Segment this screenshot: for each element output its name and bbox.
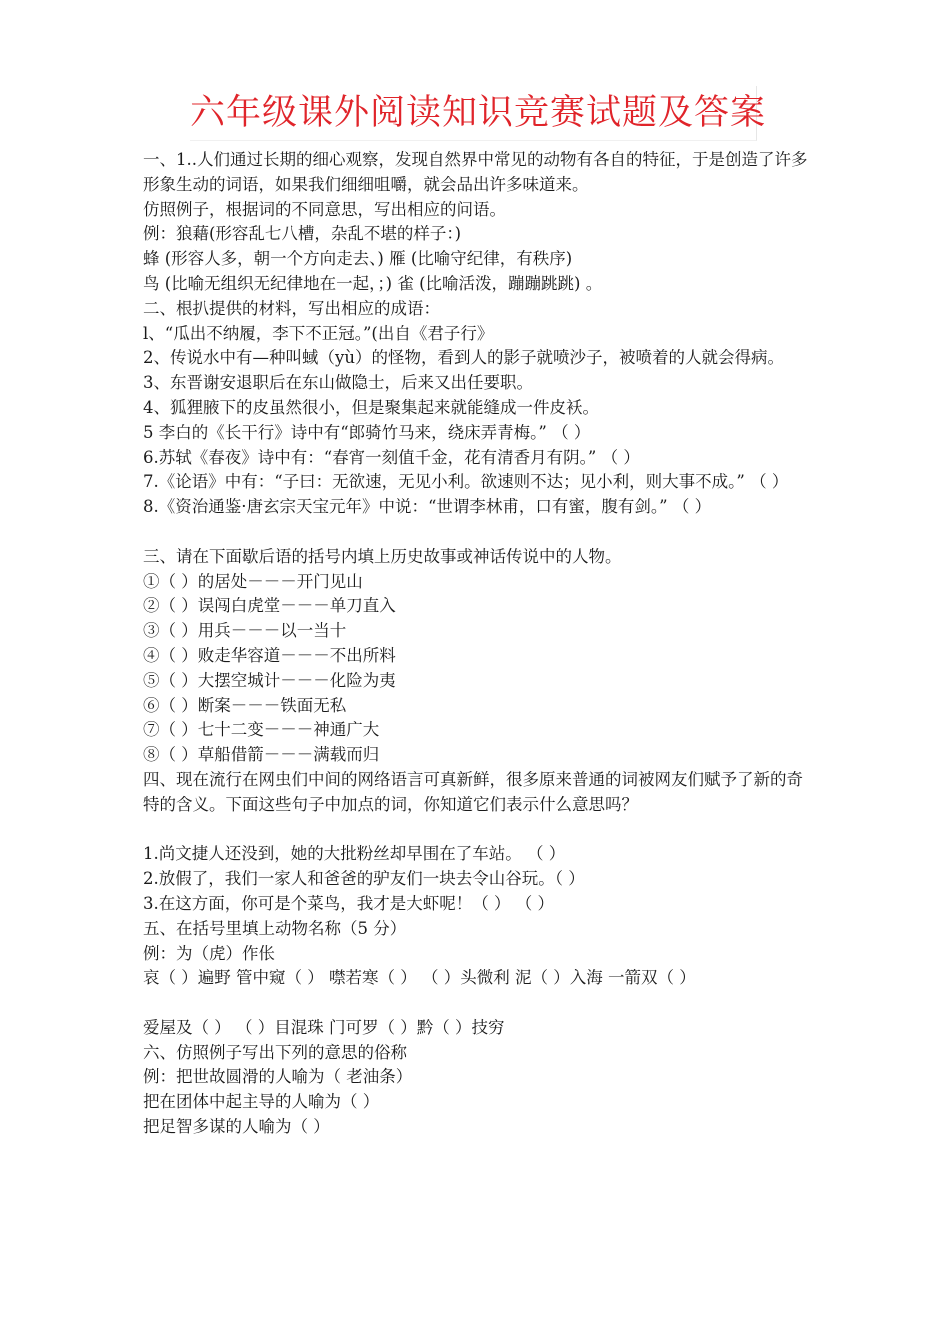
text-line: l、“瓜出不纳履，李下不正冠。”(出自《君子行》 (143, 323, 494, 343)
text-line: 4、狐狸腋下的皮虽然很小，但是聚集起来就能缝成一件皮袄。 (143, 397, 599, 417)
text-line: ⑦（ ）七十二变－－－神通广大 (143, 720, 380, 740)
page-title: 六年级课外阅读知识竞赛试题及答案 (190, 93, 767, 133)
text-line: ⑤（ ）大摆空城计－－－化险为夷 (143, 670, 396, 690)
text-line: 二、根扒提供的材料，写出相应的成语： (143, 298, 440, 318)
text-line: ④（ ）败走华容道－－－不出所料 (143, 645, 396, 665)
document-body (143, 148, 813, 1140)
text-line: 5 李白的《长干行》诗中有“郎骑竹马来，绕床弄青梅。” （ ） (143, 422, 591, 442)
blank-line (143, 818, 813, 843)
text-line: 爱屋及（ ） （ ）目混珠 门可罗（ ）黔（ ）技穷 (143, 1017, 505, 1037)
blank-line (143, 991, 813, 1016)
text-line: 把在团体中起主导的人喻为（ ） (143, 1092, 380, 1112)
text-line: 3、东晋谢安退职后在东山做隐士，后来又出任要职。 (143, 373, 533, 393)
text-line: 1.尚文捷人还没到，她的大批粉丝却早围在了车站。 （ ） (143, 844, 566, 864)
blank-line (143, 520, 813, 545)
text-line: 例：把世故圆滑的人喻为（ 老油条） (143, 1067, 413, 1087)
text-line: 8.《资治通鉴·唐玄宗天宝元年》中说：“世谓李林甫，口有蜜，腹有剑。” （ ） (143, 497, 712, 517)
text-line: 例：狼藉(形容乱七八槽，杂乱不堪的样子：) (143, 224, 462, 244)
text-line: 蜂 (形容人多，朝一个方向走去、) 雁 (比喻守纪律，有秩序) (143, 249, 573, 269)
text-line: 3.在这方面，你可是个菜鸟，我才是大虾呢！（ ） （ ） (143, 893, 554, 913)
text-line: 哀（ ）遍野 管中窥（ ） 噤若寒（ ） （ ）头微利 泥（ ）入海 一箭双（ ） (143, 968, 696, 988)
text-line: ①（ ）的居处－－－开门见山 (143, 571, 363, 591)
text-line: 2.放假了，我们一家人和爸爸的驴友们一块去令山谷玩。（ ） (143, 869, 585, 889)
text-line: 六、仿照例子写出下列的意思的俗称 (143, 1042, 407, 1062)
text-line: 三、请在下面歇后语的括号内填上历史故事或神话传说中的人物。 (143, 546, 622, 566)
text-line: ②（ ）误闯白虎堂－－－单刀直入 (143, 596, 396, 616)
text-line: 仿照例子，根据词的不同意思，写出相应的问语。 (143, 199, 506, 219)
text-line: 五、在括号里填上动物名称（5 分） (143, 918, 407, 938)
text-line: ⑧（ ）草船借箭－－－满载而归 (143, 745, 380, 765)
text-line: ⑥（ ）断案－－－铁面无私 (143, 695, 347, 715)
text-line: 6.苏轼《春夜》诗中有：“春宵一刻值千金，花有清香月有阴。” （ ） (143, 447, 640, 467)
text-line: 7.《论语》中有：“子曰：无欲速，无见小利。欲速则不达；见小利，则大事不成。” （ ） (143, 472, 789, 492)
title-box (190, 86, 767, 141)
text-line: 一、1..人们通过长期的细心观察，发现自然界中常见的动物有各自的特征，于是创造了许多形象生动的词语，如果我们细细咀嚼，就会品出许多味道来。 (143, 150, 808, 194)
text-line: 鸟 (比喻无组织无纪律地在一起，；) 雀 (比喻活泼，蹦蹦跳跳) 。 (143, 273, 603, 293)
text-line: ③（ ）用兵－－－以一当十 (143, 621, 347, 641)
text-line: 把足智多谋的人喻为（ ） (143, 1117, 330, 1137)
text-line: 四、现在流行在网虫们中间的网络语言可真新鲜，很多原来普通的词被网友们赋予了新的奇特的含义。下面这些句子中加点的词，你知道它们表示什么意思吗？ (143, 769, 803, 814)
text-line: 例：为（虎）作伥 (143, 943, 275, 963)
text-line: 2、传说水中有—种叫蜮（yù）的怪物，看到人的影子就喷沙子，被喷着的人就会得病。 (143, 348, 784, 368)
